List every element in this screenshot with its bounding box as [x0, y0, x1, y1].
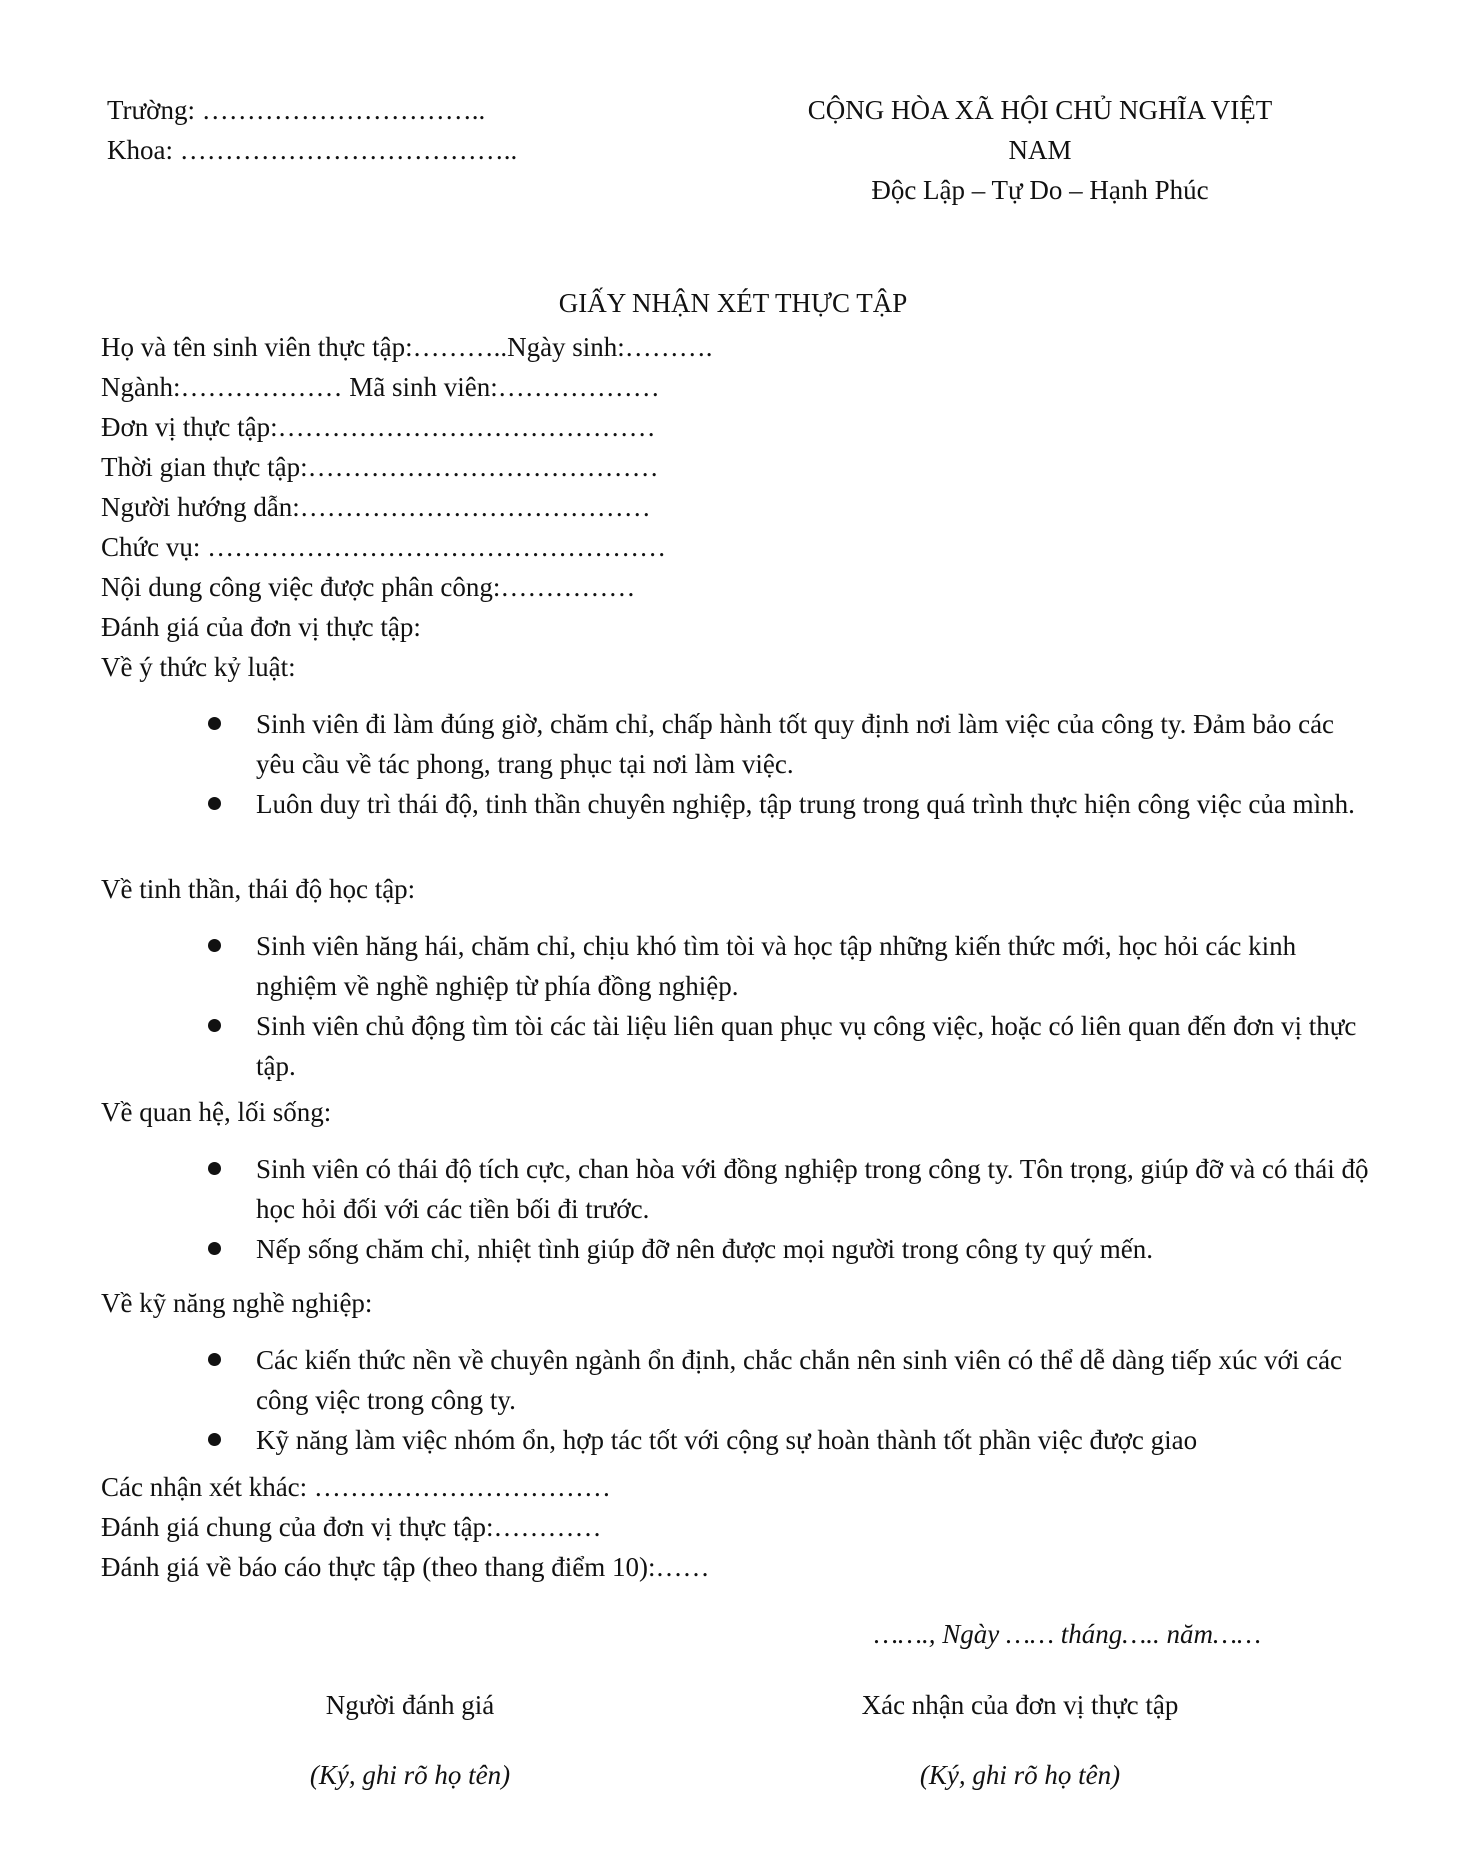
assigned-work-field: Nội dung công việc được phân công:…………… [101, 572, 636, 602]
report-score-field: Đánh giá về báo cáo thực tập (theo thang điểm 10):…… [101, 1552, 710, 1582]
date-line: ……., Ngày …… tháng….. năm…… [874, 1619, 1262, 1649]
evaluator-title: Người đánh giá [325, 1690, 495, 1720]
internship-unit-field: Đơn vị thực tập:…………………………………… [101, 412, 656, 442]
bullet-item: Sinh viên hăng hái, chăm chỉ, chịu khó tìm tòi và học tập những kiến thức mới, học hỏi các kinh nghiệm về nghề nghiệp từ phía đồng nghiệp. [256, 926, 1376, 1006]
bullet-item: Sinh viên chủ động tìm tòi các tài liệu liên quan phục vụ công việc, hoặc có liên quan đến đơn vị thực tập. [256, 1006, 1376, 1086]
bullet-item: Sinh viên có thái độ tích cực, chan hòa với đồng nghiệp trong công ty. Tôn trọng, giúp đỡ và có thái độ học hỏi đối với các tiền bối đi trước. [256, 1149, 1376, 1229]
motto-line-1: CỘNG HÒA XÃ HỘI CHỦ NGHĨA VIỆT [807, 95, 1273, 125]
bullet-item: Nếp sống chăm chỉ, nhiệt tình giúp đỡ nên được mọi người trong công ty quý mến. [256, 1229, 1376, 1269]
section-heading-relationships: Về quan hệ, lối sống: [101, 1097, 332, 1127]
section-heading-professional-skills: Về kỹ năng nghề nghiệp: [101, 1288, 373, 1318]
bullet-item: Các kiến thức nền về chuyên ngành ổn định, chắc chắn nên sinh viên có thể dễ dàng tiếp xúc với các công việc trong công ty. [256, 1340, 1376, 1420]
school-field: Trường: ………………………….. [107, 95, 486, 125]
section-heading-learning-attitude: Về tinh thần, thái độ học tập: [101, 874, 416, 904]
major-field: Ngành:……………… Mã sinh viên:……………… [101, 372, 660, 402]
internship-period-field: Thời gian thực tập:………………………………… [101, 452, 659, 482]
section-heading-discipline: Về ý thức kỷ luật: [101, 652, 296, 682]
bullet-item: Kỹ năng làm việc nhóm ổn, hợp tác tốt với cộng sự hoàn thành tốt phần việc được giao [256, 1420, 1376, 1460]
unit-signature-note: (Ký, ghi rõ họ tên) [919, 1760, 1121, 1790]
unit-confirmation-title: Xác nhận của đơn vị thực tập [861, 1690, 1179, 1720]
student-name-field: Họ và tên sinh viên thực tập:………..Ngày sinh:………. [101, 332, 713, 362]
unit-evaluation-label: Đánh giá của đơn vị thực tập: [101, 612, 421, 642]
overall-evaluation-field: Đánh giá chung của đơn vị thực tập:………… [101, 1512, 602, 1542]
motto-line-2: NAM [1008, 135, 1072, 165]
faculty-field: Khoa: ……………………………….. [107, 135, 518, 165]
bullet-item: Luôn duy trì thái độ, tinh thần chuyên nghiệp, tập trung trong quá trình thực hiện công việc của mình. [256, 784, 1376, 824]
bullet-item: Sinh viên đi làm đúng giờ, chăm chỉ, chấp hành tốt quy định nơi làm việc của công ty. Đảm bảo các yêu cầu về tác phong, trang phục tại nơi làm việc. [256, 704, 1376, 784]
document-title: GIẤY NHẬN XÉT THỰC TẬP [558, 288, 908, 318]
position-field: Chức vụ: …………………………………………… [101, 532, 667, 562]
other-comments-field: Các nhận xét khác: …………………………… [101, 1472, 611, 1502]
evaluator-signature-note: (Ký, ghi rõ họ tên) [309, 1760, 511, 1790]
national-motto [740, 90, 1340, 210]
motto-line-3: Độc Lập – Tự Do – Hạnh Phúc [871, 175, 1209, 205]
supervisor-field: Người hướng dẫn:………………………………… [101, 492, 651, 522]
